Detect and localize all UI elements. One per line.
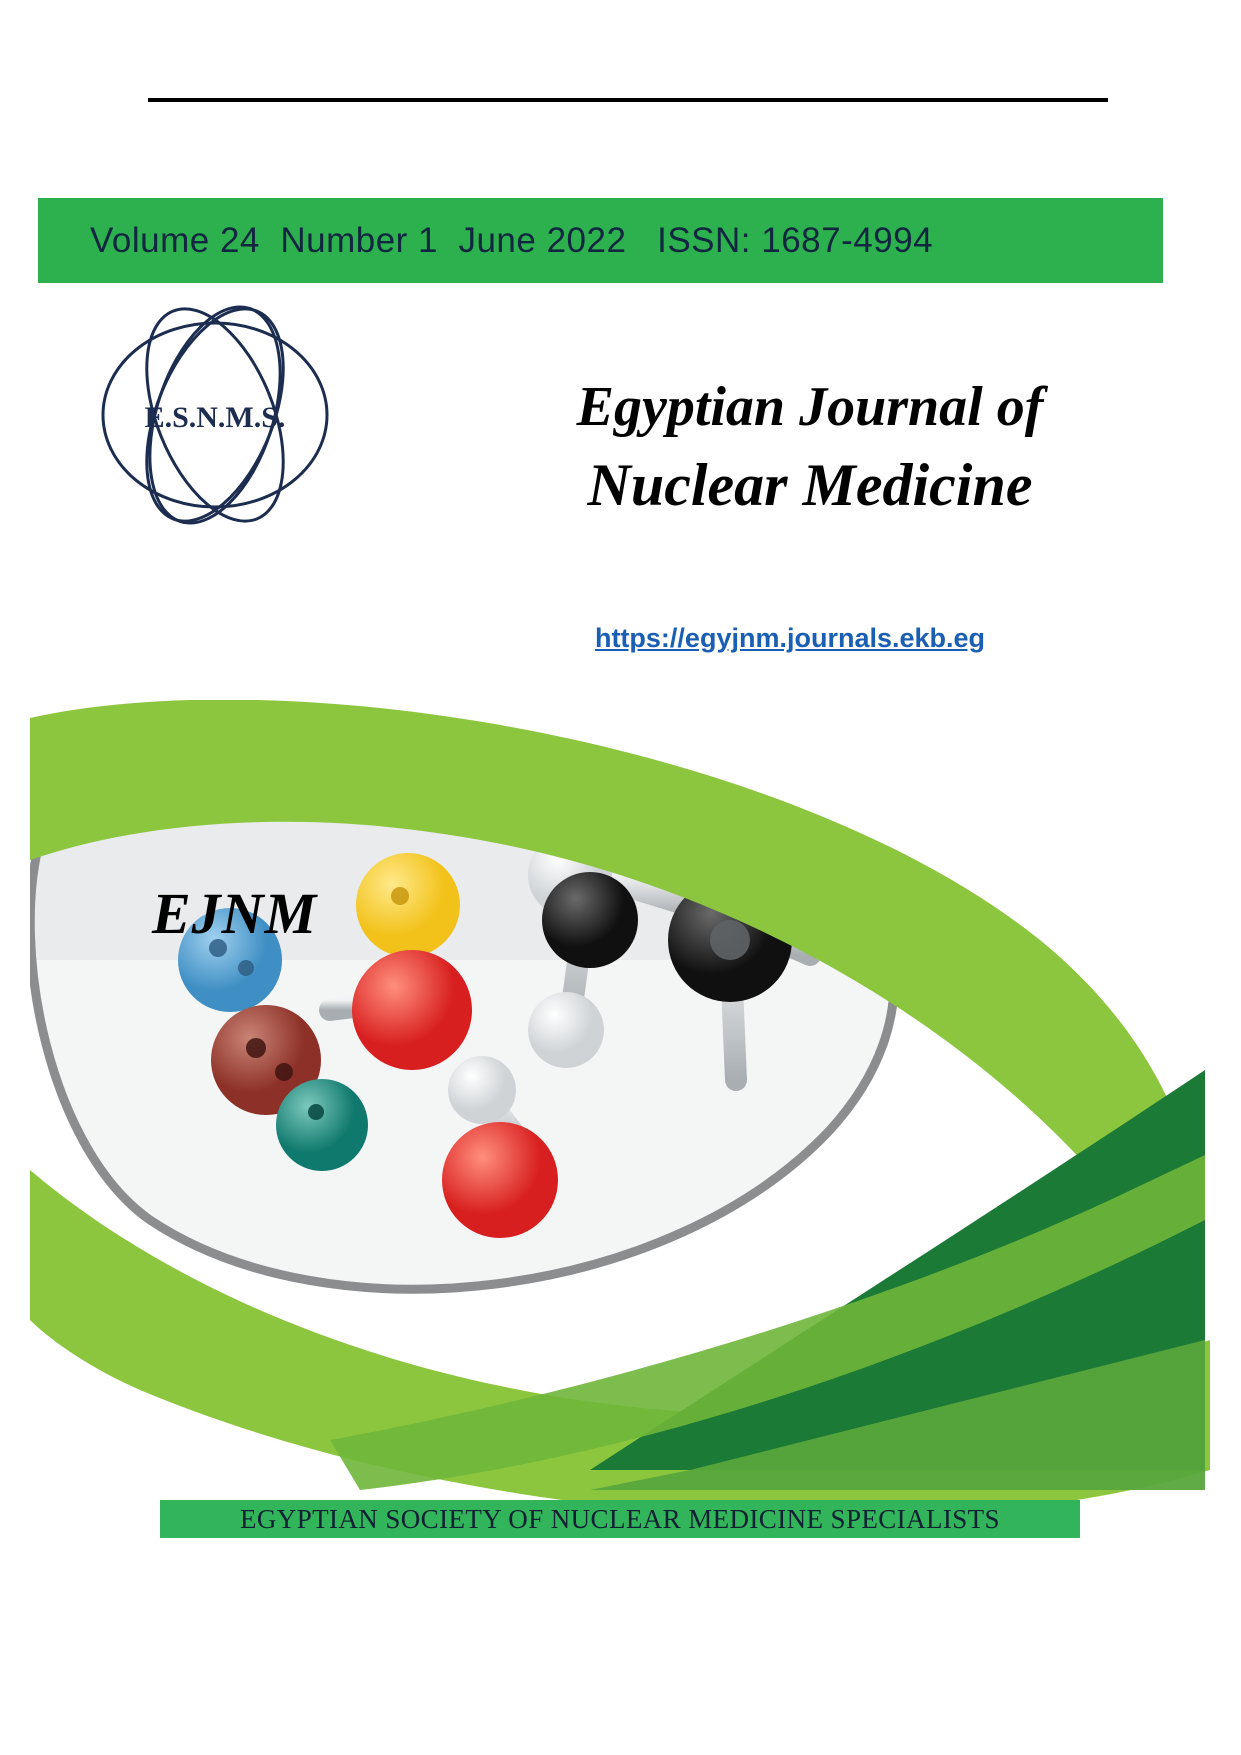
issue-info-bar (38, 198, 1163, 283)
society-emblem (80, 290, 350, 540)
issue-info-text: Volume 24 Number 1 June 2022 ISSN: 1687-4994 (90, 220, 934, 260)
journal-url-link[interactable]: https://egyjnm.journals.ekb.eg (594, 623, 986, 653)
atom-icon (80, 290, 350, 540)
molecular-model-illustration (30, 700, 1210, 1550)
cover-artwork (30, 700, 1210, 1550)
top-divider (148, 98, 1108, 102)
ejnm-abbreviation-label: EJNM (152, 881, 318, 946)
journal-title-line-1: Egyptian Journal of (576, 376, 1044, 438)
journal-title (500, 372, 1120, 523)
journal-title-line-2: Nuclear Medicine (587, 452, 1033, 518)
society-footer-text: EGYPTIAN SOCIETY OF NUCLEAR MEDICINE SPECIALISTS (240, 1503, 1000, 1534)
society-footer-bar (160, 1500, 1080, 1538)
emblem-label: E.S.N.M.S. (144, 401, 286, 434)
